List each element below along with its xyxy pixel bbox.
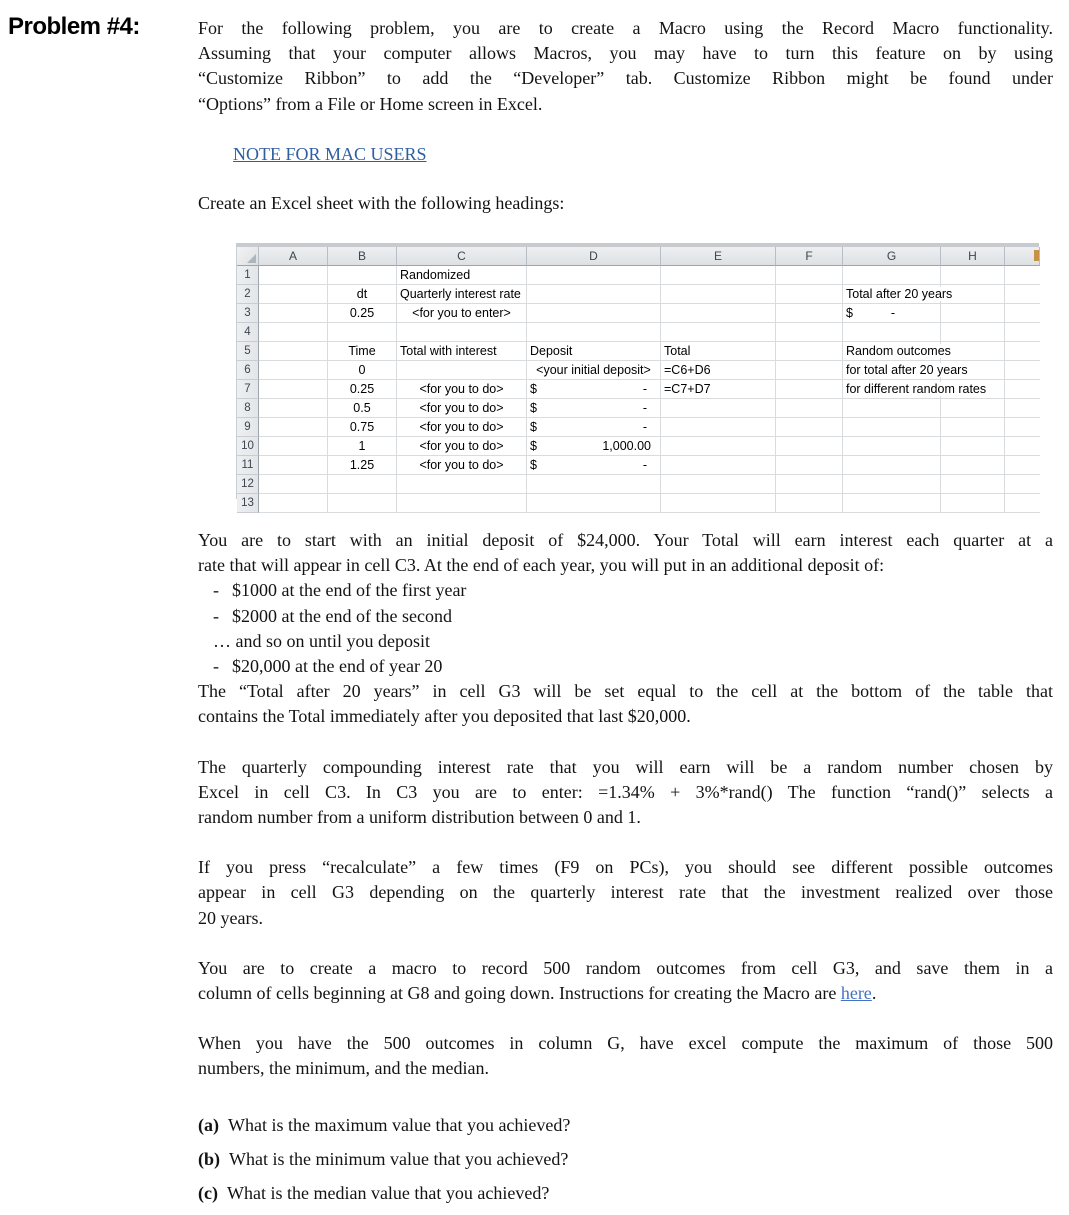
deposit-list-item: [198, 629, 1053, 654]
cell-E6: =C6+D6: [661, 361, 776, 380]
cell-B7: 0.25: [328, 380, 397, 399]
spreadsheet-grid: [236, 247, 1039, 509]
cell-F6: [776, 361, 843, 380]
row-header-2: 2: [237, 285, 259, 304]
column-header-C: C: [397, 247, 527, 266]
cell-C2: Quarterly interest rate: [397, 285, 527, 304]
cell-A4: [259, 323, 328, 342]
cell-I3: [1005, 304, 1040, 323]
sheet-row-13: [237, 494, 1039, 509]
text-line: Assuming that your computer allows Macros, you may have to turn this feature on by using: [198, 43, 1053, 64]
cell-G1: [843, 266, 941, 285]
cell-D6: <your initial deposit>: [527, 361, 661, 380]
cell-I5: [1005, 342, 1040, 361]
column-header-row: [237, 247, 1039, 266]
text-line: Excel in cell C3. In C3 you are to enter: =1.34% + 3%*rand() The function “rand()” selects a: [198, 781, 1053, 802]
question-label: (c): [198, 1183, 218, 1204]
deposit-item-text: $20,000 at the end of year 20: [232, 656, 443, 677]
cell-D1: [527, 266, 661, 285]
cell-G2: Total after 20 years: [843, 285, 941, 304]
dash-bullet: -: [213, 605, 219, 626]
cell-G8: [843, 399, 941, 418]
row-header-6: 6: [237, 361, 259, 380]
cell-D5: Deposit: [527, 342, 661, 361]
cell-C8: <for you to do>: [397, 399, 527, 418]
cell-C1: Randomized: [397, 266, 527, 285]
cell-E11: [661, 456, 776, 475]
question-label: (a): [198, 1114, 219, 1135]
excel-screenshot: [236, 243, 1039, 509]
paragraph-recalculate: [198, 855, 1053, 931]
text-line: The “Total after 20 years” in cell G3 will be set equal to the cell at the bottom of the table that: [198, 681, 1053, 702]
cell-D10: $ 1,000.00: [527, 437, 661, 456]
paragraph-macro: [198, 956, 1053, 1006]
cell-F1: [776, 266, 843, 285]
cell-F13: [776, 494, 843, 513]
column-header-B: B: [328, 247, 397, 266]
cell-G4: [843, 323, 941, 342]
cell-D12: [527, 475, 661, 494]
sheet-row-11: [237, 456, 1039, 475]
row-header-9: 9: [237, 418, 259, 437]
cell-A11: [259, 456, 328, 475]
column-header-F: F: [776, 247, 843, 266]
cell-A6: [259, 361, 328, 380]
cell-F12: [776, 475, 843, 494]
deposit-item-text: $2000 at the end of the second: [232, 605, 452, 626]
text-line: You are to create a macro to record 500 random outcomes from cell G3, and save them in a: [198, 957, 1053, 978]
question-b: [198, 1147, 1053, 1172]
cell-B6: 0: [328, 361, 397, 380]
question-list: [198, 1113, 1053, 1207]
cell-B3: 0.25: [328, 304, 397, 323]
cell-D8: $ -: [527, 399, 661, 418]
text-line: [198, 981, 1053, 1006]
macro-line-period: .: [871, 983, 877, 1004]
cell-D3: [527, 304, 661, 323]
column-header-H: H: [941, 247, 1005, 266]
cell-G5: Random outcomes: [843, 342, 941, 361]
body-text: [198, 528, 1053, 1215]
select-all-triangle: [247, 254, 256, 263]
cell-I12: [1005, 475, 1040, 494]
deposit-item-text: … and so on until you deposit: [213, 630, 430, 651]
text-line: random number from a uniform distribution between 0 and 1.: [198, 807, 641, 828]
cell-E9: [661, 418, 776, 437]
sheet-row-7: [237, 380, 1039, 399]
cell-G6: for total after 20 years: [843, 361, 941, 380]
note-for-mac-users-row: [233, 144, 427, 165]
cell-I11: [1005, 456, 1040, 475]
text-line: 20 years.: [198, 907, 263, 928]
cell-D13: [527, 494, 661, 513]
question-text: What is the minimum value that you achieved?: [229, 1148, 569, 1169]
cell-C10: <for you to do>: [397, 437, 527, 456]
cell-E12: [661, 475, 776, 494]
cell-B1: [328, 266, 397, 285]
row-header-1: 1: [237, 266, 259, 285]
cell-H13: [941, 494, 1005, 513]
cell-B13: [328, 494, 397, 513]
dash-bullet: -: [213, 656, 219, 677]
cell-E3: [661, 304, 776, 323]
cell-F2: [776, 285, 843, 304]
cell-I7: [1005, 380, 1040, 399]
cell-A5: [259, 342, 328, 361]
cell-C12: [397, 475, 527, 494]
cell-D9: $ -: [527, 418, 661, 437]
cell-I8: [1005, 399, 1040, 418]
cell-F3: [776, 304, 843, 323]
cell-E7: =C7+D7: [661, 380, 776, 399]
cell-G3: $ -: [843, 304, 941, 323]
column-header-A: A: [259, 247, 328, 266]
cell-C11: <for you to do>: [397, 456, 527, 475]
cell-H8: [941, 399, 1005, 418]
cell-H1: [941, 266, 1005, 285]
cell-C6: [397, 361, 527, 380]
question-text: What is the median value that you achieved?: [226, 1183, 550, 1204]
sheet-row-6: [237, 361, 1039, 380]
sheet-row-1: [237, 266, 1039, 285]
cell-C9: <for you to do>: [397, 418, 527, 437]
cell-A2: [259, 285, 328, 304]
cell-E5: Total: [661, 342, 776, 361]
sheet-row-2: [237, 285, 1039, 304]
cell-I9: [1005, 418, 1040, 437]
cell-B5: Time: [328, 342, 397, 361]
cell-A9: [259, 418, 328, 437]
cell-F7: [776, 380, 843, 399]
text-line: appear in cell G3 depending on the quarterly interest rate that the investment realized over those: [198, 882, 1053, 903]
row-header-13: 13: [237, 494, 259, 513]
sheet-row-3: [237, 304, 1039, 323]
sheet-row-5: [237, 342, 1039, 361]
paragraph-compute-stats: [198, 1031, 1053, 1081]
row-header-7: 7: [237, 380, 259, 399]
question-text: What is the maximum value that you achieved?: [228, 1114, 571, 1135]
cell-C13: [397, 494, 527, 513]
cell-E10: [661, 437, 776, 456]
cell-E2: [661, 285, 776, 304]
cell-G13: [843, 494, 941, 513]
cell-B11: 1.25: [328, 456, 397, 475]
row-header-4: 4: [237, 323, 259, 342]
cell-B9: 0.75: [328, 418, 397, 437]
note-for-mac-users-link[interactable]: NOTE FOR MAC USERS: [233, 144, 427, 164]
select-all-corner: [237, 247, 259, 266]
cell-C7: <for you to do>: [397, 380, 527, 399]
cell-H9: [941, 418, 1005, 437]
cell-G7: for different random rates: [843, 380, 941, 399]
cell-H12: [941, 475, 1005, 494]
cell-I2: [1005, 285, 1040, 304]
cell-F5: [776, 342, 843, 361]
cell-G10: [843, 437, 941, 456]
macro-line-text: column of cells beginning at G8 and going down. Instructions for creating the Macro are: [198, 983, 841, 1004]
cell-F11: [776, 456, 843, 475]
here-link[interactable]: here: [840, 983, 872, 1004]
cell-H10: [941, 437, 1005, 456]
cell-D4: [527, 323, 661, 342]
text-line: When you have the 500 outcomes in column G, have excel compute the maximum of those 500: [198, 1033, 1053, 1054]
text-line: The quarterly compounding interest rate that you will earn will be a random number chosen by: [198, 756, 1053, 777]
cell-I4: [1005, 323, 1040, 342]
cell-A10: [259, 437, 328, 456]
deposit-item-text: $1000 at the end of the first year: [232, 580, 467, 601]
column-header-G: G: [843, 247, 941, 266]
paragraph-interest-rate: [198, 755, 1053, 831]
cell-A1: [259, 266, 328, 285]
intro-paragraph: [198, 16, 1053, 117]
question-a: [198, 1113, 1053, 1138]
row-header-3: 3: [237, 304, 259, 323]
row-header-8: 8: [237, 399, 259, 418]
cell-F9: [776, 418, 843, 437]
problem-label: Problem #4:: [8, 13, 140, 40]
text-line: rate that will appear in cell C3. At the end of each year, you will put in an additional deposit of:: [198, 555, 885, 576]
deposit-list-item: [198, 654, 1053, 679]
cell-I13: [1005, 494, 1040, 513]
cell-B2: dt: [328, 285, 397, 304]
sheet-row-9: [237, 418, 1039, 437]
cell-E8: [661, 399, 776, 418]
clipped-header-highlight: [1034, 250, 1039, 261]
dash-bullet: -: [213, 580, 219, 601]
row-header-12: 12: [237, 475, 259, 494]
cell-H4: [941, 323, 1005, 342]
cell-E4: [661, 323, 776, 342]
sheet-row-4: [237, 323, 1039, 342]
cell-H11: [941, 456, 1005, 475]
row-header-5: 5: [237, 342, 259, 361]
row-header-10: 10: [237, 437, 259, 456]
cell-A3: [259, 304, 328, 323]
cell-D2: [527, 285, 661, 304]
cell-F10: [776, 437, 843, 456]
sheet-row-8: [237, 399, 1039, 418]
cell-C3: <for you to enter>: [397, 304, 527, 323]
cell-B8: 0.5: [328, 399, 397, 418]
cell-I10: [1005, 437, 1040, 456]
cell-I1: [1005, 266, 1040, 285]
cell-B10: 1: [328, 437, 397, 456]
cell-A8: [259, 399, 328, 418]
cell-D11: $ -: [527, 456, 661, 475]
text-line: If you press “recalculate” a few times (F9 on PCs), you should see different possible outcomes: [198, 857, 1053, 878]
sheet-row-12: [237, 475, 1039, 494]
cell-A7: [259, 380, 328, 399]
paragraph-deposit-intro: [198, 528, 1053, 730]
cell-A13: [259, 494, 328, 513]
cell-F8: [776, 399, 843, 418]
column-header-I: [1005, 247, 1040, 266]
cell-G12: [843, 475, 941, 494]
question-label: (b): [198, 1148, 220, 1169]
text-line: For the following problem, you are to create a Macro using the Record Macro functionality.: [198, 18, 1053, 38]
text-line: “Customize Ribbon” to add the “Developer” tab. Customize Ribbon might be found under: [198, 68, 1053, 89]
cell-F4: [776, 323, 843, 342]
column-header-D: D: [527, 247, 661, 266]
cell-D7: $ -: [527, 380, 661, 399]
cell-E1: [661, 266, 776, 285]
cell-I6: [1005, 361, 1040, 380]
text-line: numbers, the minimum, and the median.: [198, 1058, 489, 1079]
cell-C4: [397, 323, 527, 342]
text-line: contains the Total immediately after you deposited that last $20,000.: [198, 706, 691, 727]
cell-B12: [328, 475, 397, 494]
deposit-list-item: [198, 578, 1053, 603]
cell-B4: [328, 323, 397, 342]
row-header-11: 11: [237, 456, 259, 475]
question-c: [198, 1181, 1053, 1206]
cell-E13: [661, 494, 776, 513]
cell-C5: Total with interest: [397, 342, 527, 361]
cell-G9: [843, 418, 941, 437]
cell-H3: [941, 304, 1005, 323]
sheet-row-10: [237, 437, 1039, 456]
text-line: You are to start with an initial deposit of $24,000. Your Total will earn interest each quarter at a: [198, 530, 1053, 550]
text-line: “Options” from a File or Home screen in Excel.: [198, 93, 543, 114]
deposit-list-item: [198, 604, 1053, 629]
cell-G11: [843, 456, 941, 475]
column-header-E: E: [661, 247, 776, 266]
create-sheet-instruction: Create an Excel sheet with the following headings:: [198, 193, 565, 213]
cell-A12: [259, 475, 328, 494]
